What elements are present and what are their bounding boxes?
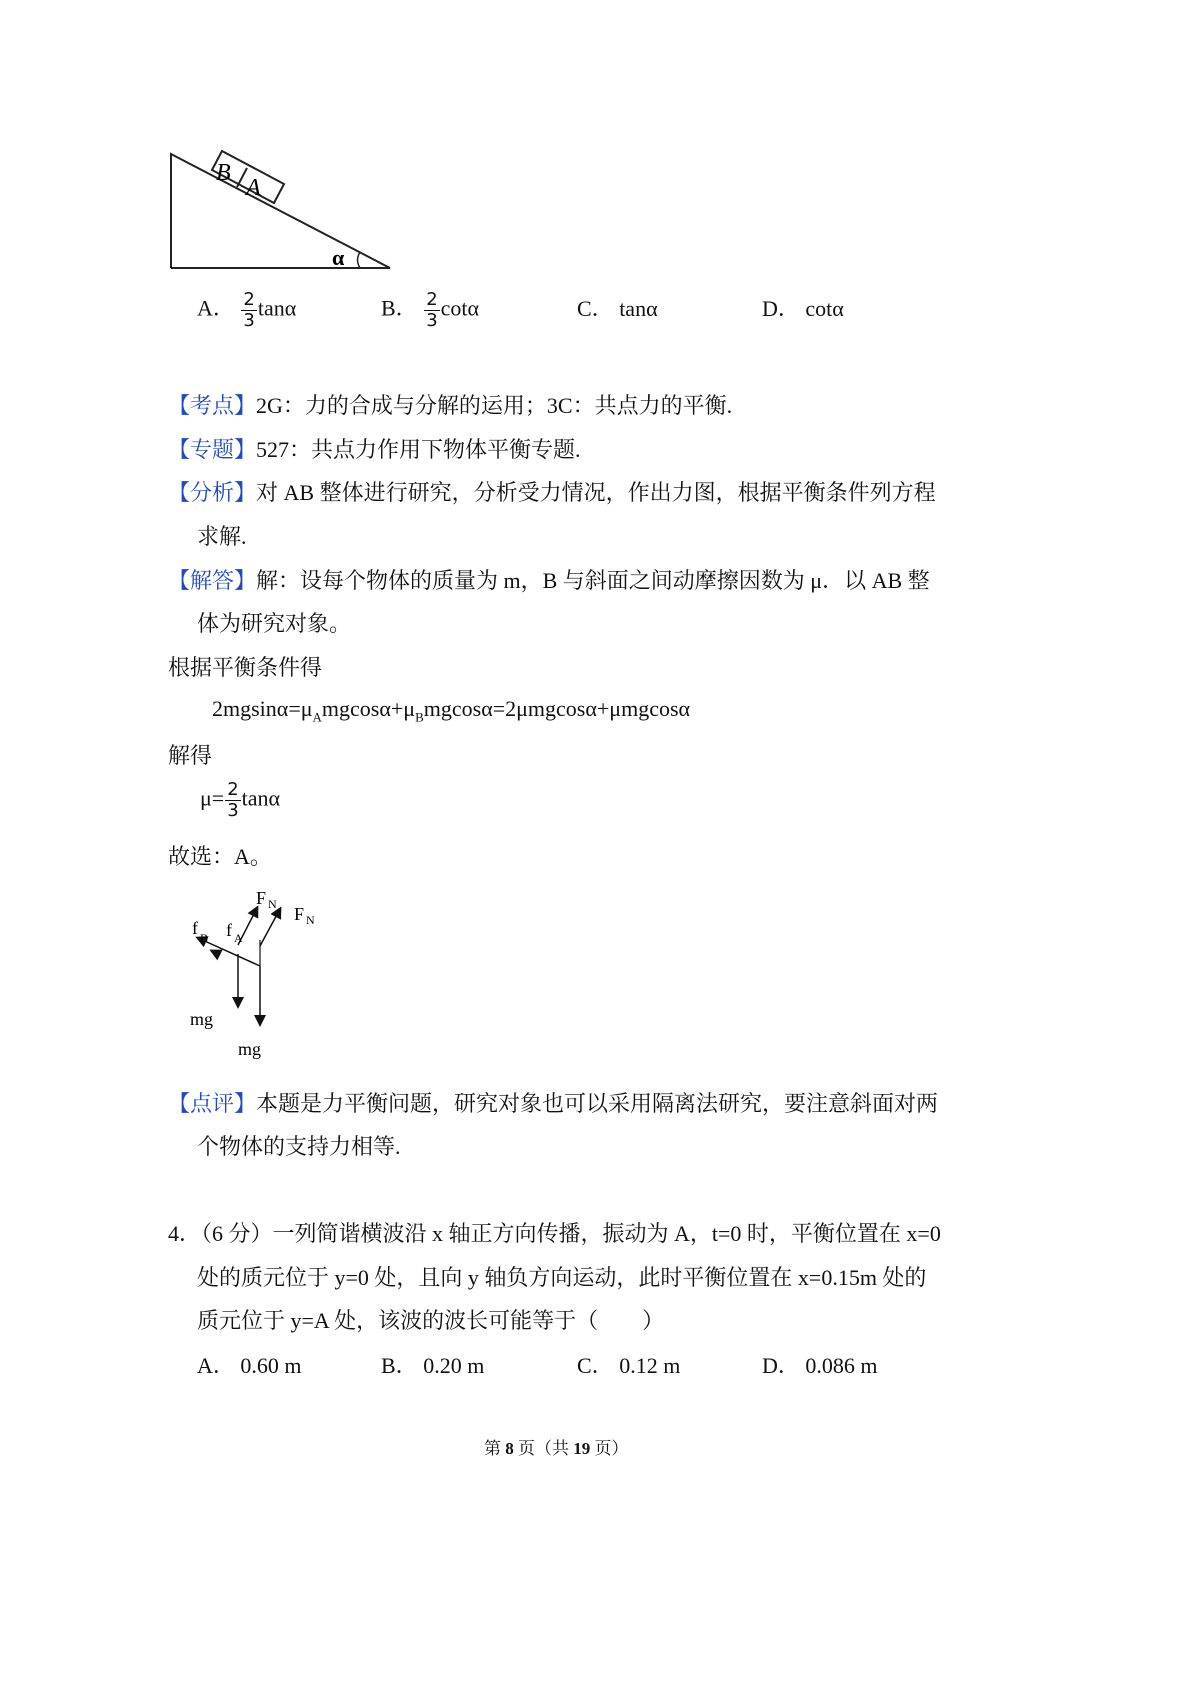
svg-text:B: B	[200, 931, 209, 945]
equation: $2mgsin\alpha=\mu_Amgcos\alpha+\mu_Bmgcos\alpha=2\mu mgcos\alpha+\mu mgcos\alpha$	[212, 696, 691, 725]
q4-option-d: D． 0.086 m	[762, 1353, 878, 1378]
fenxi: 【分析】对 AB 整体进行研究，分析受力情况，作出力图，根据平衡条件列方程	[168, 480, 936, 505]
svg-text:N: N	[306, 913, 315, 927]
svg-text:f: f	[226, 920, 232, 940]
svg-text:mg: mg	[190, 1009, 214, 1029]
svg-text:A: A	[234, 931, 243, 945]
q4-option-c: C． 0.12 m	[577, 1353, 681, 1378]
kaodian: 【考点】2G：力的合成与分解的运用；3C：共点力的平衡.	[168, 393, 733, 418]
svg-text:N: N	[268, 897, 277, 911]
q4-option-b: B． 0.20 m	[381, 1353, 485, 1378]
zhuanti: 【专题】527：共点力作用下物体平衡专题.	[168, 437, 581, 462]
q3-option-c: C． tanα	[577, 296, 658, 321]
text-line: 根据平衡条件得	[168, 655, 323, 680]
fenxi-cont: 求解.	[197, 524, 247, 549]
text-line: 解得	[168, 743, 213, 768]
label-b: B	[216, 160, 231, 186]
svg-text:F: F	[256, 888, 267, 908]
svg-text:mg: mg	[238, 1039, 262, 1059]
q3-option-d: D． cotα	[762, 296, 844, 321]
q4-stem: 4．（6 分）一列简谐横波沿 x 轴正方向传播，振动为 A，t=0 时，平衡位置在 x=0	[168, 1221, 941, 1246]
q3-option-a: A． $\frac{2}{3}$ tanα	[197, 289, 297, 331]
label-alpha: α	[332, 245, 345, 270]
q4-option-a: A． 0.60 m	[197, 1353, 302, 1378]
q3-option-b: B． $\frac{2}{3}$ cotα	[381, 289, 480, 331]
answer-line: 故选：A。	[168, 844, 272, 869]
jieda: 【解答】解：设每个物体的质量为 m，B 与斜面之间动摩擦因数为 μ．以 AB 整	[168, 568, 930, 593]
force-diagram	[160, 880, 320, 1070]
jieda-cont: 体为研究对象。	[197, 611, 352, 636]
q4-stem: 处的质元位于 y=0 处，且向 y 轴负方向运动，此时平衡位置在 x=0.15m 处的	[197, 1265, 927, 1290]
page-number: 第 8 页（共 19 页）	[484, 1439, 629, 1458]
incline-figure	[160, 140, 400, 280]
svg-text:f: f	[192, 918, 198, 938]
svg-text:F: F	[294, 904, 305, 924]
dianping-cont: 个物体的支持力相等.	[197, 1134, 401, 1159]
q4-stem: 质元位于 y=A 处，该波的波长可能等于（ ）	[197, 1308, 665, 1333]
dianping: 【点评】本题是力平衡问题，研究对象也可以采用隔离法研究，要注意斜面对两	[168, 1091, 939, 1116]
label-a: A	[246, 175, 261, 201]
result-equation: μ= $\frac{2}{3}$ tanα	[200, 779, 281, 821]
